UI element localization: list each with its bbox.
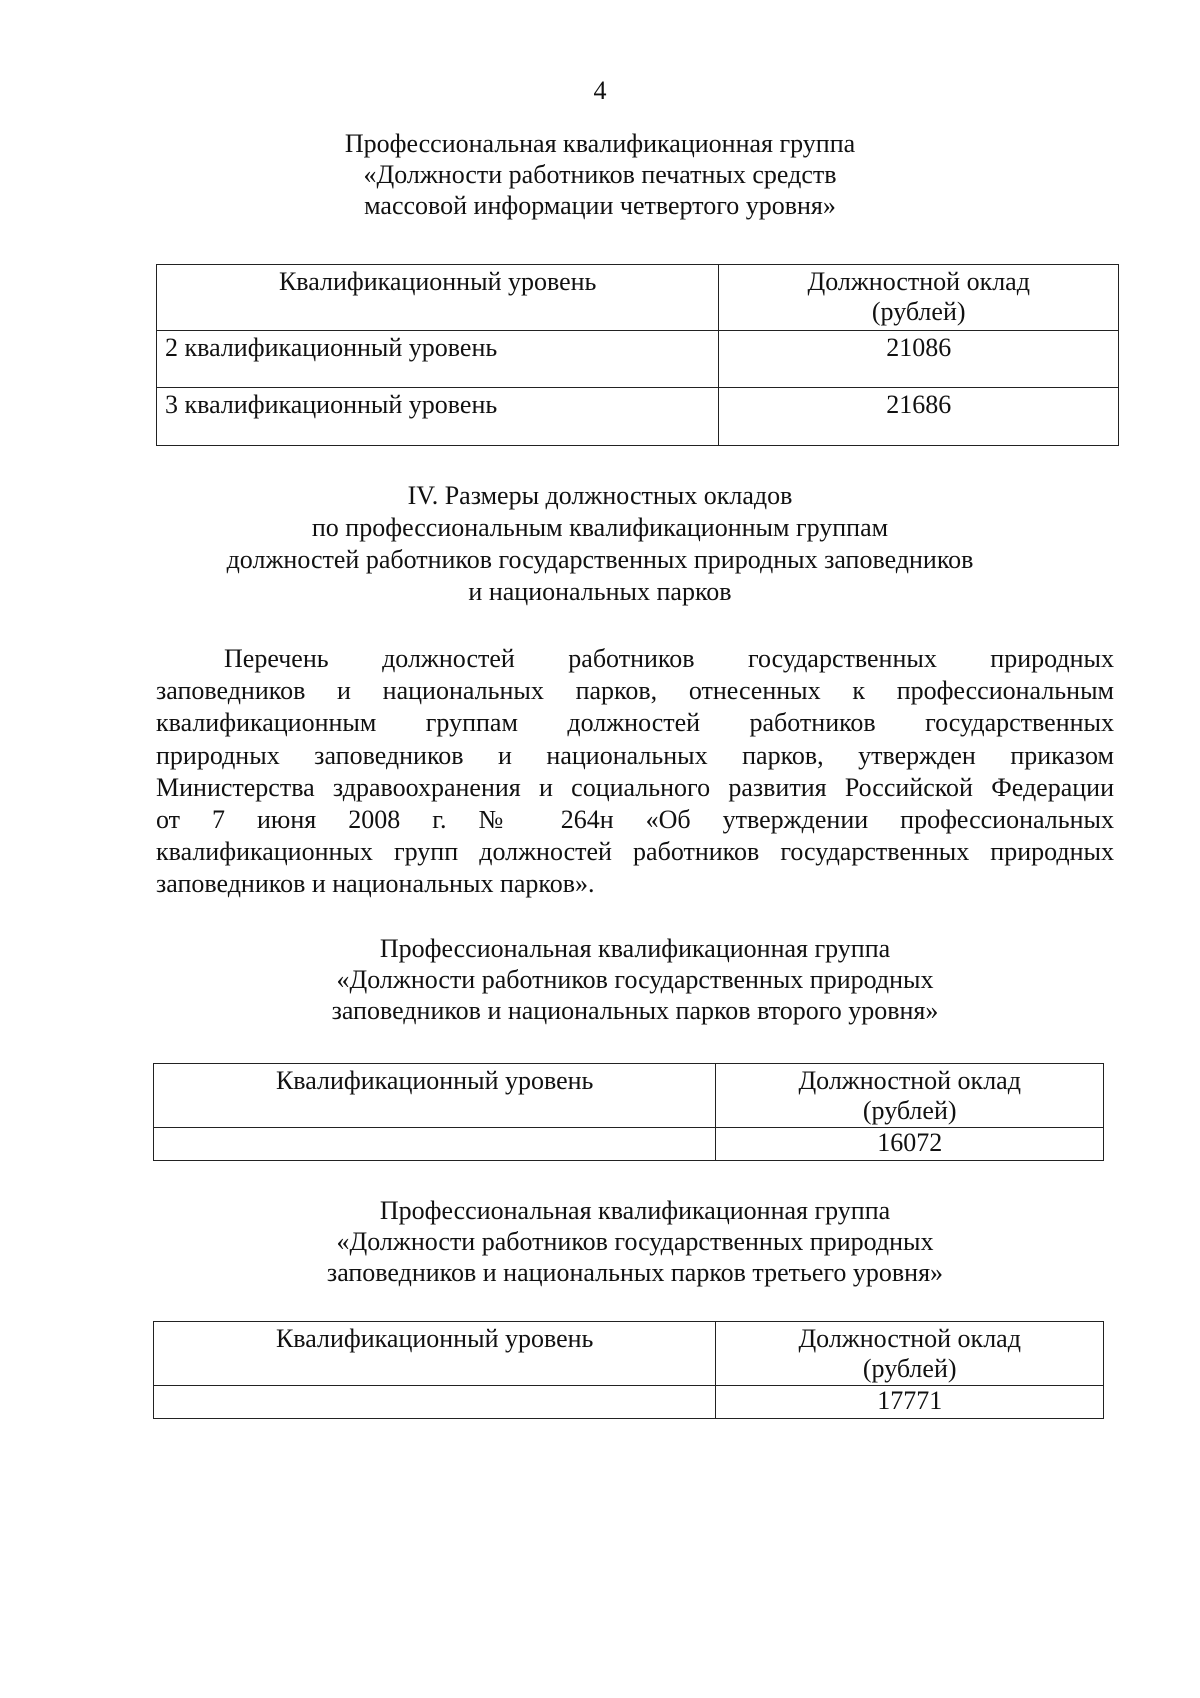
group3-heading-line: Профессиональная квалификационная группа [379,1196,891,1225]
section4-heading-line: IV. Размеры должностных окладов [407,481,793,510]
header-salary-label: Должностной оклад [798,1066,1021,1095]
group2-heading-line: заповедников и национальных парков второго уровня» [331,996,939,1025]
paragraph-line: заповедников и национальных парков, отнесенных к профессиональным [156,676,1114,706]
section4-paragraph [156,643,1114,901]
section4-heading-line: и национальных парков [468,577,732,606]
group3-heading-line: заповедников и национальных парков третьего уровня» [326,1258,944,1287]
level-cell [154,1386,716,1419]
header-level-cell [154,1064,716,1128]
salary-cell: 21086 [719,331,1119,388]
table-header-row [154,1322,1104,1386]
table-row [157,331,1119,388]
salary-cell: 16072 [716,1128,1104,1161]
header-level-label: Квалификационный уровень [278,267,597,296]
table-header-row [154,1064,1104,1128]
header-level-label: Квалификационный уровень [275,1324,594,1353]
salary-cell: 21686 [719,388,1119,446]
header-salary-unit: (рублей) [862,1354,957,1383]
table-row [154,1386,1104,1419]
level-cell [154,1128,716,1161]
paragraph-line: квалификационным группам должностей работников государственных [156,708,1114,738]
group2-heading [0,933,1200,1026]
group2-salary-table [153,1063,1104,1161]
group3-heading-line: «Должности работников государственных природных [336,1227,934,1256]
paragraph-line: природных заповедников и национальных парков, утвержден приказом [156,740,1114,770]
table-header-row [157,265,1119,331]
header-salary-cell [716,1322,1104,1386]
level-cell: 3 квалификационный уровень [157,388,719,446]
group3-heading [0,1195,1200,1288]
group1-heading-line: массовой информации четвертого уровня» [364,191,836,220]
paragraph-line: Перечень должностей работников государственных природных [224,644,1114,673]
section4-heading-line: должностей работников государственных природных заповедников [226,545,974,574]
group1-heading-line: «Должности работников печатных средств [363,160,837,189]
page-number: 4 [593,76,607,105]
paragraph-line: квалификационных групп должностей работников государственных природных [156,837,1114,867]
header-salary-cell [716,1064,1104,1128]
salary-cell: 17771 [716,1386,1104,1419]
group1-heading [0,128,1200,221]
group1-heading-line: Профессиональная квалификационная группа [344,129,856,158]
header-level-label: Квалификационный уровень [275,1066,594,1095]
level-cell: 2 квалификационный уровень [157,331,719,388]
group1-salary-table [156,264,1119,446]
header-salary-unit: (рублей) [871,297,966,326]
section4-heading-line: по профессиональным квалификационным группам [311,513,889,542]
header-salary-cell [719,265,1119,331]
header-level-cell [154,1322,716,1386]
group2-heading-line: Профессиональная квалификационная группа [379,934,891,963]
header-salary-label: Должностной оклад [807,267,1030,296]
paragraph-line: от 7 июня 2008 г. № 264н «Об утверждении профессиональных [156,805,1114,835]
header-salary-label: Должностной оклад [798,1324,1021,1353]
group3-salary-table [153,1321,1104,1419]
section4-heading [0,480,1200,608]
paragraph-line: Министерства здравоохранения и социального развития Российской Федерации [156,772,1114,802]
paragraph-line: заповедников и национальных парков». [156,869,595,899]
header-level-cell [157,265,719,331]
header-salary-unit: (рублей) [862,1096,957,1125]
group2-heading-line: «Должности работников государственных природных [336,965,934,994]
table-row [154,1128,1104,1161]
table-row [157,388,1119,446]
